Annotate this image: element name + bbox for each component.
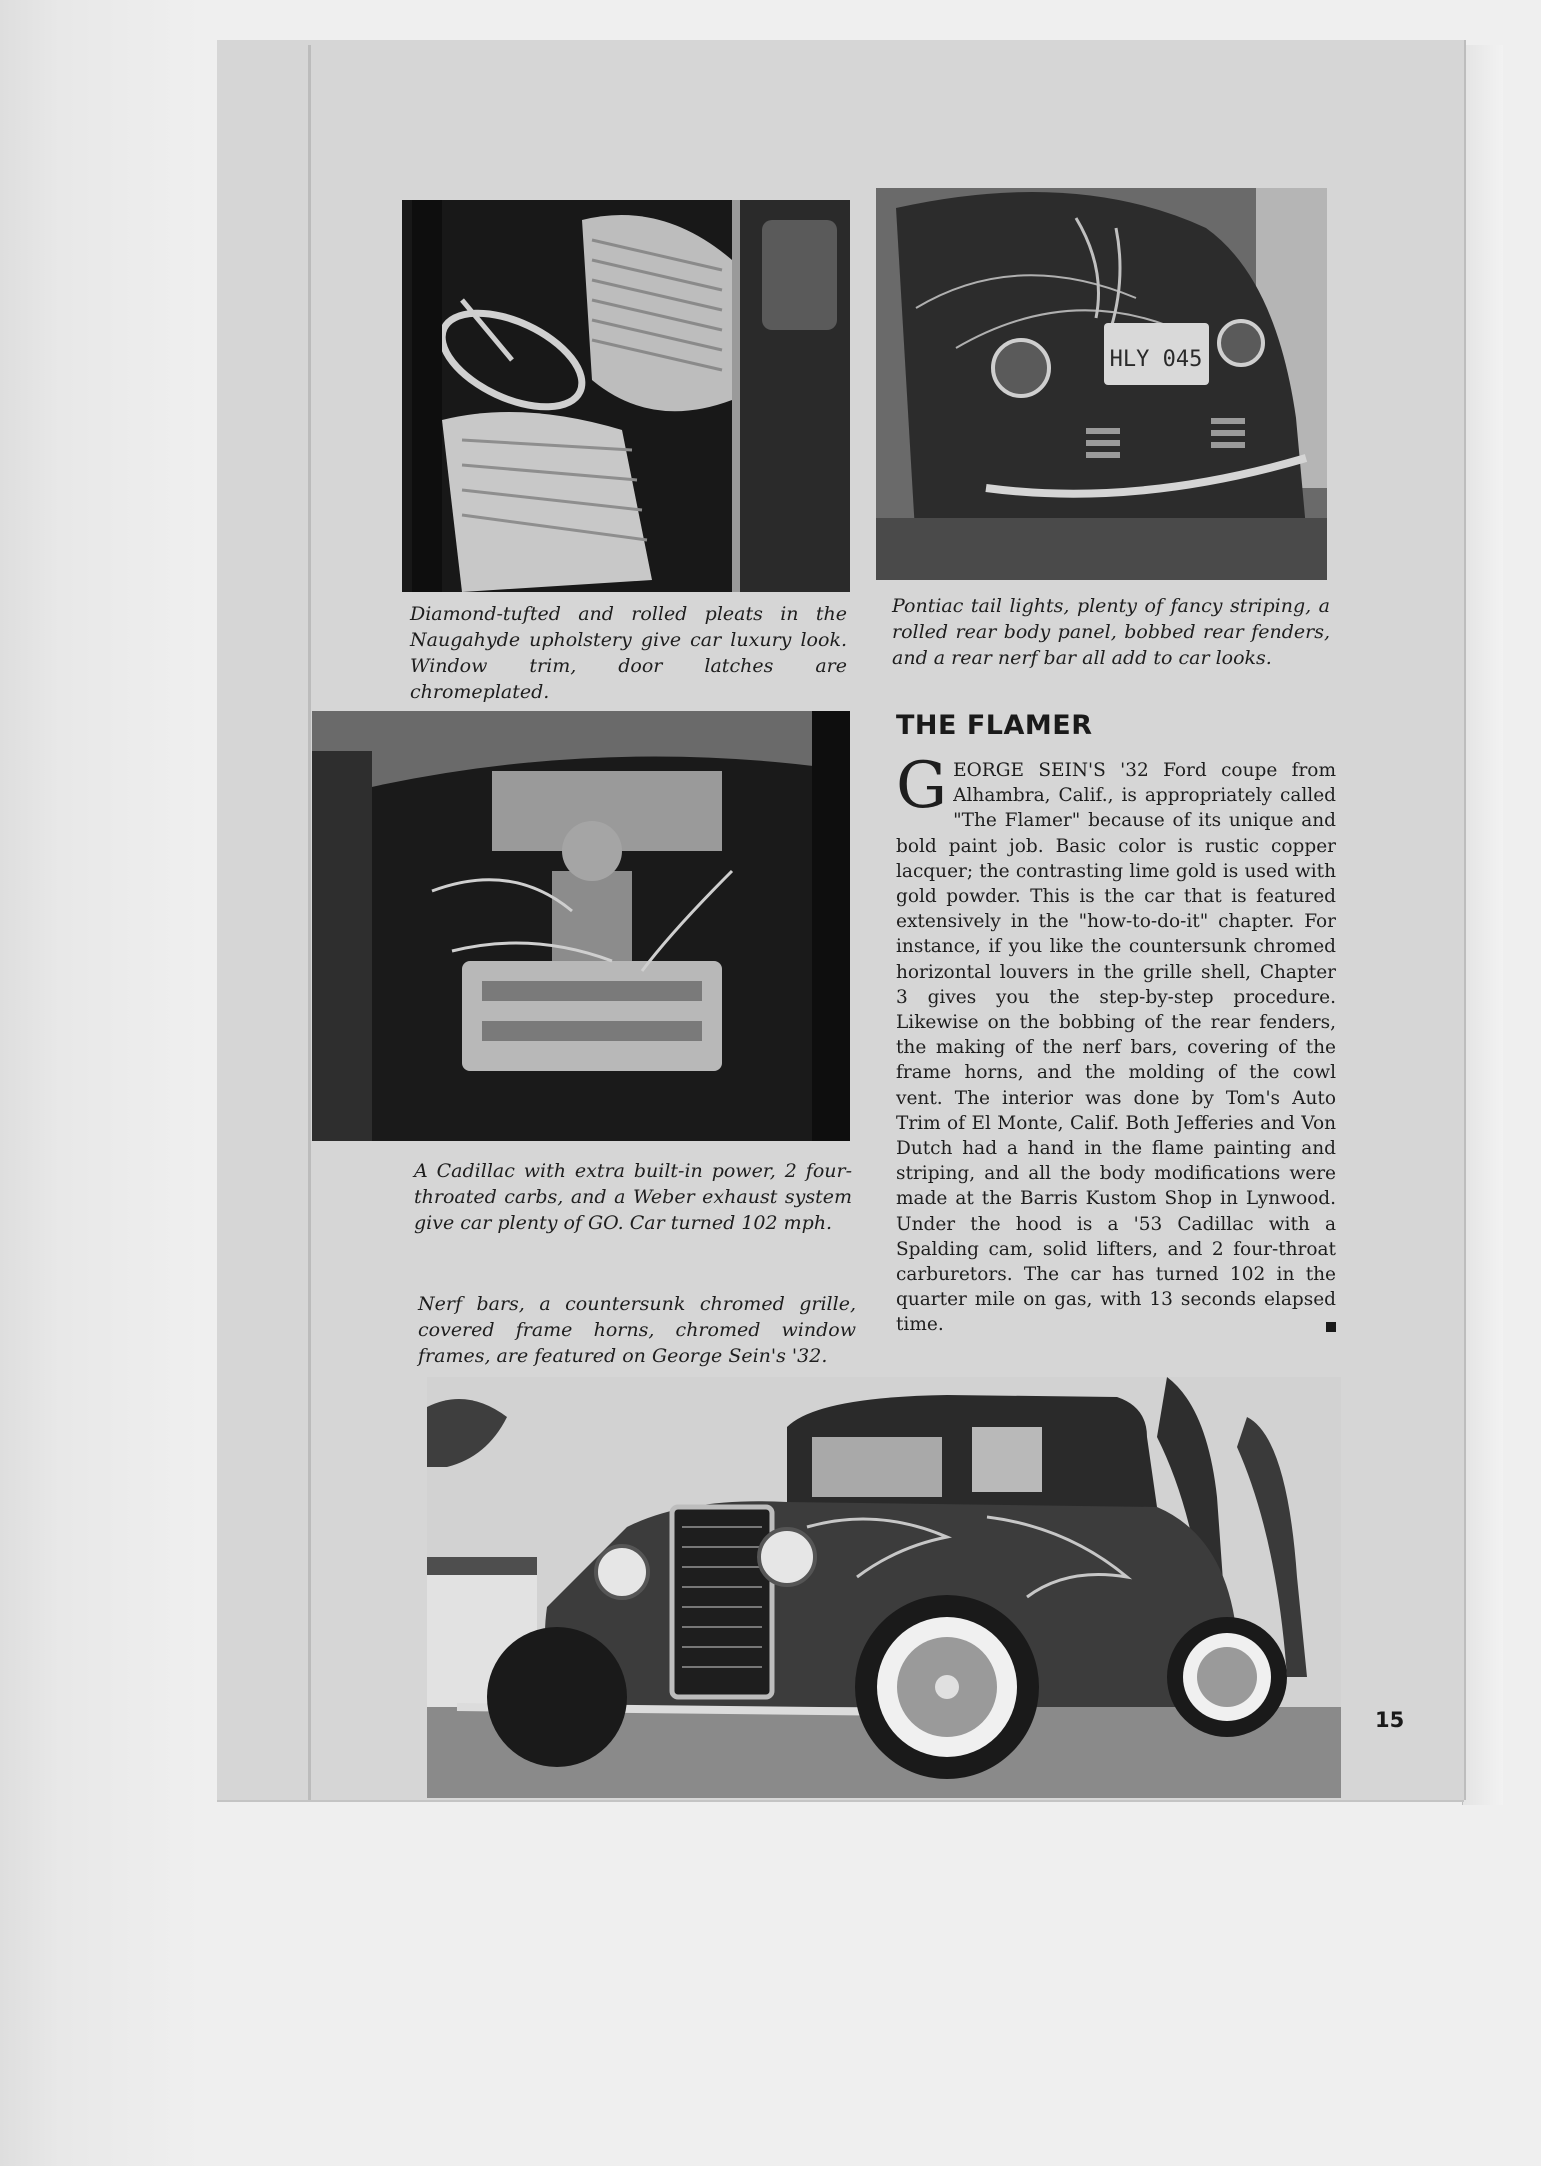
interior-caption: Diamond-tufted and rolled pleats in the Naugahyde upholstery give car luxury look. Window trim, door latches are chromeplated. [410,603,847,703]
article-body-text: EORGE SEIN'S '32 Ford coupe from Alhambra, Calif., is appropriately called "The Flamer" because of its unique and bold paint job. Basic color is rustic copper lacquer; the contrasting lime gold is used with gold powder. This is the car that is featured extensively in the "how-to-do-it" chapter. For instance, if you like the countersunk chromed horizontal louvers in the grille shell, Chapter 3 gives you the step-by-step procedure. Likewise on the bobbing of the rear fenders, the making of the nerf bars, covering of the frame horns, and the molding of the cowl vent. The interior was done by Tom's Auto Trim of El Monte, Calif. Both Jefferies and Von Dutch had a hand in the flame painting and striping, and all the body modifications were made at the Barris Kustom Shop in Lynwood. Under the hood is a '53 Cadillac with a Spalding cam, solid lifters, and 2 four-throat carburetors. The car has turned 102 in the quarter mile on gas, with 13 seconds elapsed time. [896,760,1336,1336]
rear-photo [876,188,1327,580]
end-of-article-mark [1326,1322,1336,1332]
coupe-photo [427,1377,1341,1798]
interior-photo [402,200,850,592]
article-heading: THE FLAMER [896,710,1093,741]
page-spine-line [308,45,311,1800]
rear-caption: Pontiac tail lights, plenty of fancy striping, a rolled rear body panel, bobbed rear fenders, and a rear nerf bar all add to car looks. [892,595,1330,669]
coupe-caption: Nerf bars, a countersunk chromed grille, covered frame horns, chromed window frames, are featured on George Sein's '32. [418,1293,856,1367]
license-plate-text: HLY 045 [1109,347,1203,372]
page-edge [1462,45,1503,1805]
page-number: 15 [1375,1708,1405,1732]
article-body [896,749,1336,1338]
drop-cap: G [896,749,948,823]
engine-photo [312,711,850,1141]
engine-caption: A Cadillac with extra built-in power, 2 four-throated carbs, and a Weber exhaust system give car plenty of GO. Car turned 102 mph. [414,1160,852,1234]
